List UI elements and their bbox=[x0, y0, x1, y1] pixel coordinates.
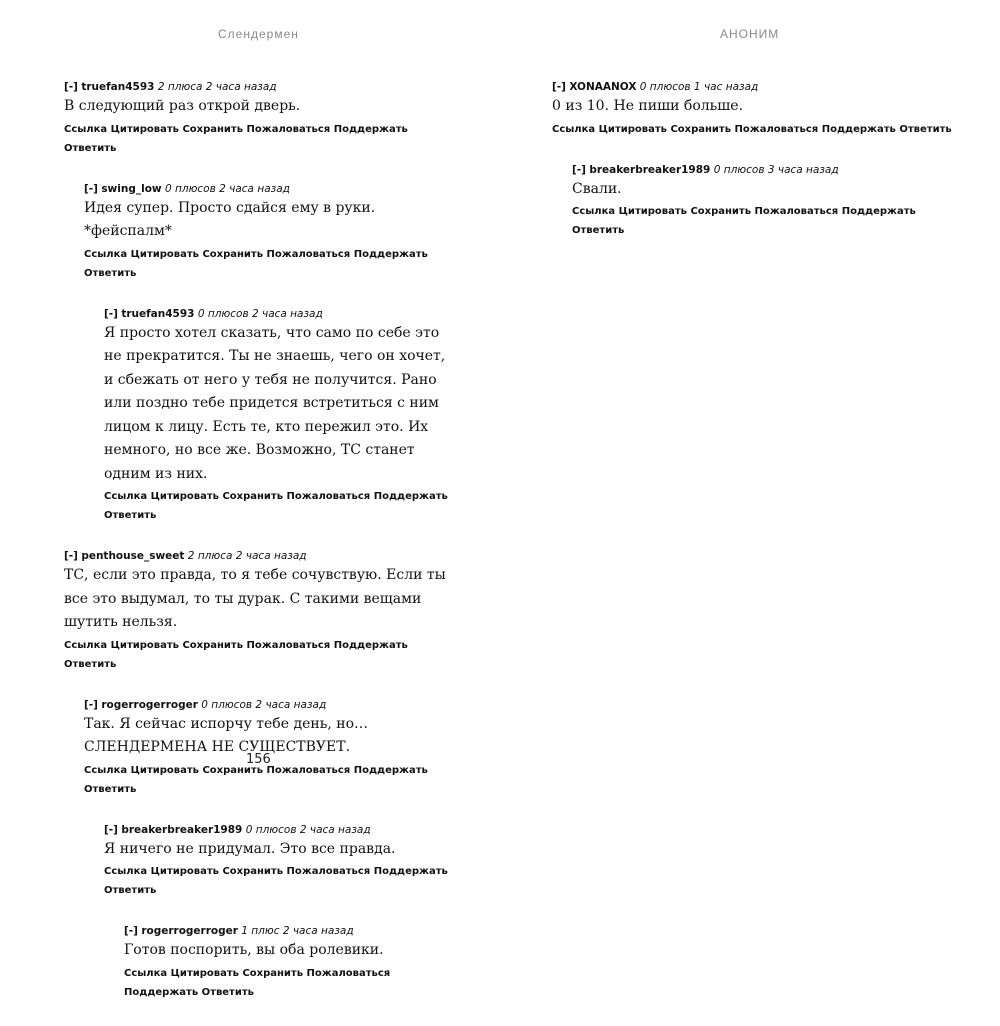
comment-score-time: 0 плюсов 2 часа назад bbox=[201, 698, 327, 711]
comment-meta bbox=[84, 698, 456, 712]
comment bbox=[124, 924, 456, 1002]
quote-action[interactable]: Цитировать bbox=[598, 123, 667, 135]
support-action[interactable]: Поддержать bbox=[821, 123, 896, 135]
link-action[interactable]: Ссылка bbox=[64, 639, 108, 651]
comment-text: ТС, если это правда, то я тебе сочувствую. Если ты все это выдумал, то ты дурак. С такими вещами шутить нельзя. bbox=[64, 567, 446, 630]
comment bbox=[84, 182, 456, 283]
comment-text: Так. Я сейчас испорчу тебе день, но… СЛЕНДЕРМЕНА НЕ СУЩЕСТВУЕТ. bbox=[84, 715, 368, 755]
report-action[interactable]: Пожаловаться bbox=[266, 764, 351, 776]
support-action[interactable]: Поддержать bbox=[353, 764, 428, 776]
quote-action[interactable]: Цитировать bbox=[110, 639, 179, 651]
running-header-left: Слендермен bbox=[218, 27, 299, 41]
comment-text: 0 из 10. Не пиши больше. bbox=[552, 98, 744, 114]
comment-actions bbox=[64, 120, 456, 158]
link-action[interactable]: Ссылка bbox=[84, 248, 128, 260]
comment-actions bbox=[104, 862, 456, 900]
save-action[interactable]: Сохранить bbox=[182, 639, 244, 651]
reply-action[interactable]: Ответить bbox=[84, 267, 137, 279]
comment-actions bbox=[104, 487, 456, 525]
comment bbox=[64, 549, 456, 674]
comment bbox=[104, 823, 456, 901]
comment-meta bbox=[124, 924, 456, 938]
reply-action[interactable]: Ответить bbox=[64, 142, 117, 154]
reply-action[interactable]: Ответить bbox=[64, 658, 117, 670]
save-action[interactable]: Сохранить bbox=[182, 123, 244, 135]
running-header-right: АНОНИМ bbox=[720, 27, 780, 41]
comment-username[interactable]: breakerbreaker1989 bbox=[121, 823, 243, 836]
comment-meta bbox=[64, 549, 456, 563]
collapse-toggle[interactable]: [-] bbox=[84, 182, 98, 195]
support-action[interactable]: Поддержать bbox=[333, 123, 408, 135]
comment-username[interactable]: XONAANOX bbox=[569, 81, 637, 93]
comment-score-time: 0 плюсов 3 часа назад bbox=[713, 163, 839, 176]
comment-username[interactable]: rogerrogerroger bbox=[101, 698, 198, 711]
quote-action[interactable]: Цитировать bbox=[618, 206, 687, 217]
report-action[interactable]: Пожаловаться bbox=[266, 248, 351, 260]
support-action[interactable]: Поддержать bbox=[373, 866, 448, 877]
collapse-toggle[interactable]: [-] bbox=[104, 307, 118, 320]
report-action[interactable]: Пожаловаться bbox=[246, 639, 331, 651]
collapse-toggle[interactable]: [-] bbox=[64, 81, 78, 93]
comment-actions bbox=[84, 245, 456, 283]
support-action[interactable]: Поддержать bbox=[373, 491, 448, 502]
link-action[interactable]: Ссылка bbox=[64, 123, 108, 135]
comment bbox=[84, 698, 456, 799]
comment-actions bbox=[552, 120, 952, 139]
comment-actions bbox=[572, 202, 952, 240]
quote-action[interactable]: Цитировать bbox=[110, 123, 179, 135]
reply-action[interactable]: Ответить bbox=[201, 986, 254, 998]
comment-score-time: 1 плюс 2 часа назад bbox=[241, 925, 354, 937]
reply-action[interactable]: Ответить bbox=[84, 783, 137, 795]
comment-meta bbox=[572, 163, 952, 177]
collapse-toggle[interactable]: [-] bbox=[84, 698, 98, 711]
comment-username[interactable]: truefan4593 bbox=[81, 81, 155, 93]
comment-actions bbox=[124, 964, 456, 1002]
comment-actions bbox=[64, 636, 456, 674]
comment-meta bbox=[104, 307, 456, 321]
comment-score-time: 0 плюсов 2 часа назад bbox=[197, 307, 323, 320]
reply-action[interactable]: Ответить bbox=[104, 885, 157, 896]
collapse-toggle[interactable]: [-] bbox=[572, 163, 586, 176]
quote-action[interactable]: Цитировать bbox=[150, 866, 219, 877]
comment-username[interactable]: rogerrogerroger bbox=[141, 925, 238, 937]
quote-action[interactable]: Цитировать bbox=[150, 491, 219, 502]
link-action[interactable]: Ссылка bbox=[572, 206, 616, 217]
right-column bbox=[552, 80, 952, 264]
comment-meta bbox=[104, 823, 456, 837]
comment-score-time: 0 плюсов 2 часа назад bbox=[245, 823, 371, 836]
report-action[interactable]: Пожаловаться bbox=[286, 866, 371, 877]
report-action[interactable]: Пожаловаться bbox=[754, 206, 839, 217]
comment-text: Я ничего не придумал. Это все правда. bbox=[104, 840, 396, 857]
reply-action[interactable]: Ответить bbox=[572, 225, 625, 236]
link-action[interactable]: Ссылка bbox=[84, 764, 128, 776]
support-action[interactable]: Поддержать bbox=[353, 248, 428, 260]
comment-username[interactable]: penthouse_sweet bbox=[81, 550, 185, 562]
report-action[interactable]: Пожаловаться bbox=[306, 967, 391, 979]
save-action[interactable]: Сохранить bbox=[222, 866, 284, 877]
left-column bbox=[64, 80, 456, 1026]
collapse-toggle[interactable]: [-] bbox=[104, 823, 118, 836]
comment-meta bbox=[64, 80, 456, 94]
link-action[interactable]: Ссылка bbox=[552, 123, 596, 135]
support-action[interactable]: Поддержать bbox=[333, 639, 408, 651]
save-action[interactable]: Сохранить bbox=[242, 967, 304, 979]
comment-score-time: 2 плюса 2 часа назад bbox=[187, 550, 307, 562]
comment-text: Свали. bbox=[572, 180, 622, 197]
link-action[interactable]: Ссылка bbox=[104, 491, 148, 502]
report-action[interactable]: Пожаловаться bbox=[734, 123, 819, 135]
link-action[interactable]: Ссылка bbox=[124, 967, 168, 979]
report-action[interactable]: Пожаловаться bbox=[246, 123, 331, 135]
save-action[interactable]: Сохранить bbox=[670, 123, 732, 135]
save-action[interactable]: Сохранить bbox=[690, 206, 752, 217]
comment-text: Готов поспорить, вы оба ролевики. bbox=[124, 942, 384, 958]
page-number: 156 bbox=[246, 752, 271, 767]
link-action[interactable]: Ссылка bbox=[104, 866, 148, 877]
save-action[interactable]: Сохранить bbox=[222, 491, 284, 502]
quote-action[interactable]: Цитировать bbox=[130, 764, 199, 776]
comment bbox=[64, 80, 456, 158]
collapse-toggle[interactable]: [-] bbox=[552, 81, 566, 93]
comment bbox=[104, 307, 456, 526]
comment-meta bbox=[84, 182, 456, 196]
comment-username[interactable]: truefan4593 bbox=[121, 307, 195, 320]
comment-meta bbox=[552, 80, 952, 94]
comment bbox=[552, 80, 952, 139]
quote-action[interactable]: Цитировать bbox=[170, 967, 239, 979]
comment-username[interactable]: breakerbreaker1989 bbox=[589, 163, 711, 176]
comment-text: Я просто хотел сказать, что само по себе это не прекратится. Ты не знаешь, чего он хочет, и сбежать от него у тебя не получится. Рано или поздно тебе придется встретиться с ним лицом к лицу. Есть те, кто пережил это. Их немного, но все же. Возможно, ТС станет одним из них. bbox=[104, 324, 446, 482]
comment-text: Идея супер. Просто сдайся ему в руки. *фейспалм* bbox=[84, 199, 376, 239]
comment-score-time: 0 плюсов 2 часа назад bbox=[164, 182, 290, 195]
collapse-toggle[interactable]: [-] bbox=[64, 550, 78, 562]
reply-action[interactable]: Ответить bbox=[104, 510, 157, 521]
comment-text: В следующий раз открой дверь. bbox=[64, 98, 301, 114]
reply-action[interactable]: Ответить bbox=[899, 123, 952, 135]
quote-action[interactable]: Цитировать bbox=[130, 248, 199, 260]
save-action[interactable]: Сохранить bbox=[202, 764, 264, 776]
comment bbox=[572, 163, 952, 241]
support-action[interactable]: Поддержать bbox=[124, 986, 199, 998]
comment-score-time: 2 плюса 2 часа назад bbox=[157, 81, 277, 93]
comment-username[interactable]: swing_low bbox=[101, 182, 162, 195]
support-action[interactable]: Поддержать bbox=[841, 206, 916, 217]
collapse-toggle[interactable]: [-] bbox=[124, 925, 138, 937]
comment-score-time: 0 плюсов 1 час назад bbox=[639, 81, 759, 93]
report-action[interactable]: Пожаловаться bbox=[286, 491, 371, 502]
save-action[interactable]: Сохранить bbox=[202, 248, 264, 260]
